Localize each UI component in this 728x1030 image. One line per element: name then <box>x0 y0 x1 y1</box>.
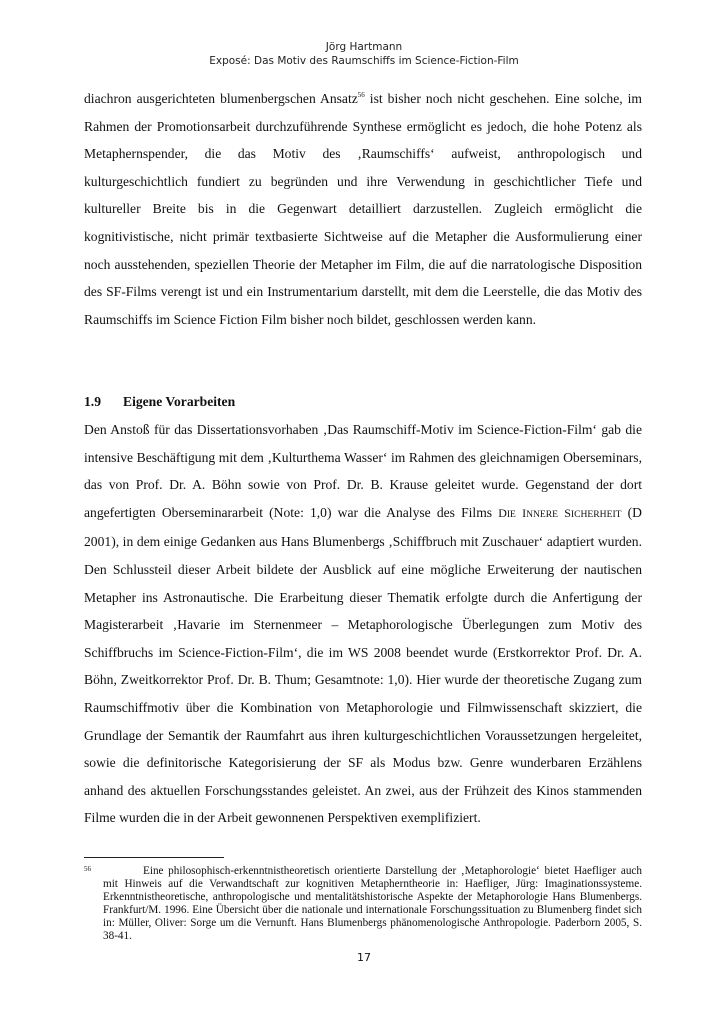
film-title-word1-rest: IE <box>506 508 516 520</box>
film-title-word3-rest: ICHERHEIT <box>570 508 622 520</box>
section-heading <box>84 393 235 411</box>
running-header <box>0 40 728 68</box>
section-title: Eigene Vorarbeiten <box>123 394 236 409</box>
footnote-reference[interactable]: 56 <box>357 91 365 99</box>
footnote-separator <box>84 857 224 858</box>
paragraph-1-rest: ist bisher noch nicht geschehen. Eine solche, im Rahmen der Promotionsarbeit durchzuführende Synthese ermöglicht es jedoch, die hohe Potenz als Metaphernspender, die das Motiv des ‚Raumschiffs‘ aufweist, anthropologisch und kulturgeschichtlich fundiert zu begründen und ihre Verwendung in geschichtlicher Tiefe und kultureller Breite bis in die Gegenwart detailliert darzustellen. Zugleich ermöglicht die kognitivistische, nicht primär textbasierte Sichtweise auf die Metapher die Ausformulierung einer noch ausstehenden, speziellen Theorie der Metapher im Film, die auf die narratologische Disposition des SF-Films verengt ist und ein Instrumentarium darstellt, mit dem die Leerstelle, die das Motiv des Raumschiffs im Science Fiction Film bisher noch bildet, geschlossen werden kann. <box>84 91 642 327</box>
film-title-word1-initial: D <box>498 505 507 520</box>
section-number: 1.9 <box>84 394 101 409</box>
film-title-word2-rest: NNERE <box>526 508 559 520</box>
header-author: Jörg Hartmann <box>325 41 403 53</box>
footnote-number: 56 <box>84 865 91 873</box>
paragraph-1-lead: diachron ausgerichteten blumenbergschen Ansatz <box>84 91 358 106</box>
paragraph-2-part2: (D 2001), in dem einige Gedanken aus Hans Blumenbergs ‚Schiffbruch mit Zuschauer‘ adaptiert wurden. Den Schlussteil dieser Arbeit bildete der Ausblick auf eine mögliche Erweiterung der nautischen Metapher ins Astronautische. Die Erarbeitung dieser Thematik erfolgte durch die Anfertigung der Magisterarbeit ‚Havarie im Sternenmeer – Metaphorologische Überlegungen zum Motiv des Schiffbruchs im Science-Fiction-Film‘, die im WS 2008 beendet wurde (Erstkorrektor Prof. Dr. A. Böhn, Zweitkorrektor Prof. Dr. B. Thum; Gesamtnote: 1,0). Hier wurde der theoretische Zugang zum Raumschiffmotiv über die Kombination von Metaphorologie und Filmwissenschaft skizziert, die Grundlage der Semantik der Raumfahrt aus ihren kulturgeschichtlichen Voraussetzungen hergeleitet, sowie die definitorische Kategorisierung der SF als Modus bzw. Genre wunderbaren Erzählens anhand des aktuellen Forschungsstandes geleistet. An zwei, aus der Frühzeit des Kinos stammenden Filme wurden die in der Arbeit gewonnenen Perspektiven exemplifiziert. <box>84 504 642 826</box>
footnote-text: Eine philosophisch-erkenntnistheoretisch orientierte Darstellung der ‚Metaphorologie‘ bietet Haefliger auch mit Hinweis auf die Verwandtschaft zur kognitiven Metapherntheorie in: Haefliger, Jürg: Imaginationssysteme. Erkenntnistheoretische, anthropologische und mentalitätshistorische Aspekte der Metaphorologie Hans Blumenbergs. Frankfurt/M. 1996. Eine Übersicht über die nationale und internationale Forschungssituation zu Blumenberg findet sich in: Müller, Oliver: Sorge um die Vernunft. Hans Blumenbergs phänomenologische Anthropologie. Paderborn 2005, S. 38-41. <box>103 865 642 943</box>
page-number: 17 <box>357 951 371 964</box>
film-title-word2-initial: I <box>522 505 527 520</box>
header-title: Exposé: Das Motiv des Raumschiffs im Science-Fiction-Film <box>209 55 519 67</box>
film-title <box>498 505 621 520</box>
paragraph-2-part1: Den Anstoß für das Dissertationsvorhaben ‚Das Raumschiff-Motiv im Science-Fiction-Film‘ gab die intensive Beschäftigung mit dem ‚Kulturthema Wasser‘ im Rahmen des gleichnamigen Oberseminars, das von Prof. Dr. A. Böhn sowie von Prof. Dr. B. Krause geleitet wurde. Gegenstand der dort angefertigten Oberseminararbeit (Note: 1,0) war die Analyse des Films <box>84 422 642 520</box>
film-title-word3-initial: S <box>564 505 571 520</box>
footnote <box>84 865 642 944</box>
paragraph-2 <box>84 416 642 832</box>
paragraph-1 <box>84 85 642 333</box>
